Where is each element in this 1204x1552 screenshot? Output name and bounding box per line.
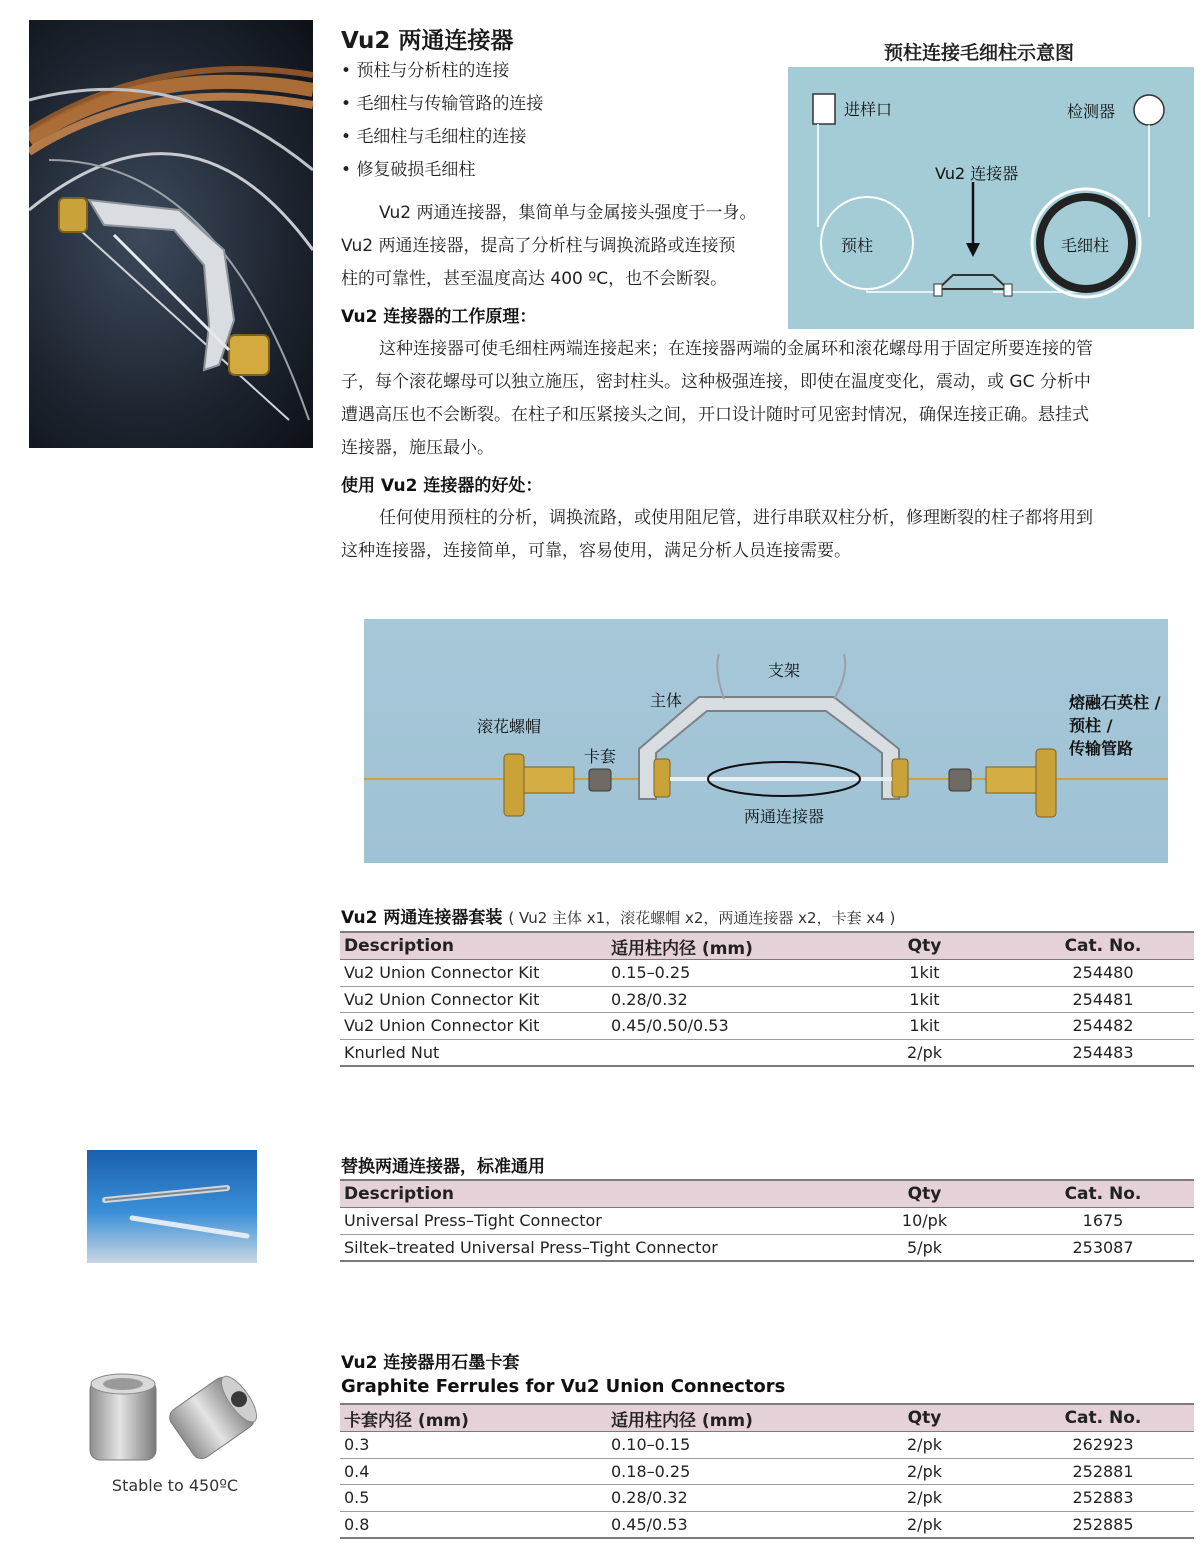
column-type-line: 预柱 / [1069, 716, 1113, 735]
feature-item: • 预柱与分析柱的连接 [341, 61, 510, 81]
kit-table [340, 931, 1194, 1067]
cell-column-id: 0.10–0.15 [607, 1432, 837, 1459]
cell-qty: 1kit [837, 1013, 1012, 1040]
cell-qty: 10/pk [837, 1208, 1012, 1235]
cell-ferrule-id: 0.4 [340, 1458, 607, 1485]
cell-qty: 5/pk [837, 1234, 1012, 1261]
cell-qty: 2/pk [837, 1432, 1012, 1459]
cell-description: Universal Press–Tight Connector [340, 1208, 837, 1235]
intro-line: Vu2 两通连接器，提高了分析柱与调换流路或连接预 [341, 236, 736, 256]
cell-qty: 1kit [837, 986, 1012, 1013]
benefits-line: 这种连接器，连接简单，可靠，容易使用，满足分析人员连接需要。 [341, 541, 851, 561]
cell-column-id: 0.45/0.53 [607, 1511, 837, 1538]
table-header-row [340, 1180, 1194, 1208]
replace-table [340, 1179, 1194, 1262]
column-type-line: 熔融石英柱 / [1069, 693, 1161, 712]
knurled-cap-left-icon [504, 754, 524, 816]
benefits-paragraph [341, 502, 1186, 568]
product-photo-coiled-column [29, 20, 313, 448]
cell-cat-no: 254483 [1012, 1039, 1194, 1066]
knurled-nut-bottom [229, 335, 269, 375]
body-label: 主体 [650, 691, 683, 710]
feature-item: • 修复破损毛细柱 [341, 160, 476, 180]
connector-icon [938, 275, 1008, 289]
table-header-row [340, 1404, 1194, 1432]
replace-table-title: 替换两通连接器，标准通用 [341, 1157, 545, 1177]
inlet-icon [813, 94, 835, 124]
press-tight-connector-photo [87, 1150, 257, 1263]
table-header-row [340, 932, 1194, 960]
knurled-cap-right-icon [1036, 749, 1056, 817]
knurled-cap-label: 滚花螺帽 [477, 717, 542, 736]
column-header: 卡套内径 (mm) [340, 1404, 607, 1432]
column-header: Qty [837, 932, 1012, 960]
table-row [340, 1013, 1194, 1040]
ferrules-illustration [80, 1362, 270, 1472]
intro-paragraph [341, 197, 786, 296]
cell-description: Vu2 Union Connector Kit [340, 960, 607, 987]
precolumn-label: 预柱 [841, 236, 874, 255]
cell-cat-no: 1675 [1012, 1208, 1194, 1235]
connection-diagram [788, 67, 1194, 329]
table-row [340, 1458, 1194, 1485]
table-row [340, 986, 1194, 1013]
thread-left-icon [524, 767, 574, 793]
feature-list [341, 55, 543, 187]
page-title: Vu2 两通连接器 [341, 28, 514, 54]
table-row [340, 1208, 1194, 1235]
intro-line: Vu2 两通连接器，集简单与金属接头强度于一身。 [379, 203, 757, 223]
cell-column-id: 0.28/0.32 [607, 986, 837, 1013]
column-header: Cat. No. [1012, 1180, 1194, 1208]
graphite-ferrules-photo [80, 1362, 270, 1472]
kit-table-subtitle: ( Vu2 主体 x1，滚花螺帽 x2，两通连接器 x2，卡套 x4 ) [508, 909, 896, 927]
column-header: Qty [837, 1180, 1012, 1208]
detector-icon [1134, 95, 1164, 125]
kit-table-title-text: Vu2 两通连接器套装 [341, 908, 503, 928]
column-type-line: 传输管路 [1069, 739, 1134, 758]
feature-item: • 毛细柱与传输管路的连接 [341, 94, 544, 114]
table-row [340, 1511, 1194, 1538]
table-row [340, 960, 1194, 987]
principle-line: 子，每个滚花螺母可以独立施压，密封柱头。这种极强连接，即使在温度变化，震动，或 GC 分析中 [341, 372, 1091, 392]
connector-body-icon [639, 697, 899, 799]
cell-description: Vu2 Union Connector Kit [340, 1013, 607, 1040]
benefits-line: 任何使用预柱的分析，调换流路，或使用阻尼管，进行串联双柱分析，修理断裂的柱子都将用到 [379, 508, 1093, 528]
column-header: Cat. No. [1012, 1404, 1194, 1432]
cell-description: Siltek–treated Universal Press–Tight Connector [340, 1234, 837, 1261]
cell-cat-no: 252881 [1012, 1458, 1194, 1485]
cell-description: Knurled Nut [340, 1039, 607, 1066]
cell-qty: 2/pk [837, 1458, 1012, 1485]
cell-cat-no: 252883 [1012, 1485, 1194, 1512]
inlet-label: 进样口 [844, 100, 893, 119]
table-row [340, 1039, 1194, 1066]
column-header: 适用柱内径 (mm) [607, 932, 837, 960]
cell-cat-no: 253087 [1012, 1234, 1194, 1261]
principle-line: 连接器，施压最小。 [341, 438, 494, 458]
cell-cat-no: 262923 [1012, 1432, 1194, 1459]
cell-column-id: 0.15–0.25 [607, 960, 837, 987]
cell-ferrule-id: 0.3 [340, 1432, 607, 1459]
cell-qty: 1kit [837, 960, 1012, 987]
column-header: Cat. No. [1012, 932, 1194, 960]
ferrule-caption: Stable to 450ºC [111, 1476, 239, 1495]
thread-right-icon [986, 767, 1036, 793]
kit-table-title [341, 903, 895, 928]
detector-label: 检测器 [1067, 102, 1116, 121]
benefits-heading: 使用 Vu2 连接器的好处： [341, 476, 543, 496]
column-header: 适用柱内径 (mm) [607, 1404, 837, 1432]
column-header: Description [340, 932, 607, 960]
principle-line: 这种连接器可使毛细柱两端连接起来；在连接器两端的金属环和滚花螺母用于固定所要连接的管 [379, 339, 1093, 359]
cell-cat-no: 254481 [1012, 986, 1194, 1013]
ferrule-label: 卡套 [584, 747, 617, 766]
cell-qty: 2/pk [837, 1485, 1012, 1512]
cell-column-id [607, 1039, 837, 1066]
connector-label: Vu2 连接器 [935, 164, 1019, 183]
table-row [340, 1234, 1194, 1261]
cell-column-id: 0.28/0.32 [607, 1485, 837, 1512]
ferrule-table-title-cn: Vu2 连接器用石墨卡套 [341, 1353, 520, 1373]
table-row [340, 1485, 1194, 1512]
cell-qty: 2/pk [837, 1511, 1012, 1538]
cell-column-id: 0.45/0.50/0.53 [607, 1013, 837, 1040]
column-type-label [1069, 691, 1160, 760]
capillary-label: 毛细柱 [1061, 236, 1110, 255]
ferrule-table [340, 1403, 1194, 1539]
knurled-nut-top [59, 198, 87, 232]
cell-cat-no: 252885 [1012, 1511, 1194, 1538]
glass-tubes-illustration [87, 1150, 257, 1263]
ferrule-left-icon [589, 769, 611, 791]
cell-ferrule-id: 0.8 [340, 1511, 607, 1538]
column-header: Description [340, 1180, 837, 1208]
principle-paragraph [341, 333, 1186, 465]
cell-cat-no: 254482 [1012, 1013, 1194, 1040]
intro-line: 柱的可靠性，甚至温度高达 400 ºC，也不会断裂。 [341, 269, 728, 289]
feature-item: • 毛细柱与毛细柱的连接 [341, 127, 527, 147]
cell-cat-no: 254480 [1012, 960, 1194, 987]
cell-ferrule-id: 0.5 [340, 1485, 607, 1512]
bracket-label: 支架 [768, 661, 801, 680]
coiled-column-illustration [29, 20, 313, 448]
cell-qty: 2/pk [837, 1039, 1012, 1066]
principle-line: 遭遇高压也不会断裂。在柱子和压紧接头之间，开口设计随时可见密封情况，确保连接正确。悬挂式 [341, 405, 1089, 425]
ferrule-table-title-en: Graphite Ferrules for Vu2 Union Connectors [341, 1376, 786, 1397]
cell-description: Vu2 Union Connector Kit [340, 986, 607, 1013]
connector-exploded-photo [364, 619, 1168, 863]
table-row [340, 1432, 1194, 1459]
cell-column-id: 0.18–0.25 [607, 1458, 837, 1485]
ferrule-right-icon [949, 769, 971, 791]
diagram-title: 预柱连接毛细柱示意图 [884, 42, 1075, 64]
union-label: 两通连接器 [744, 807, 825, 826]
principle-heading: Vu2 连接器的工作原理： [341, 307, 537, 327]
column-header: Qty [837, 1404, 1012, 1432]
